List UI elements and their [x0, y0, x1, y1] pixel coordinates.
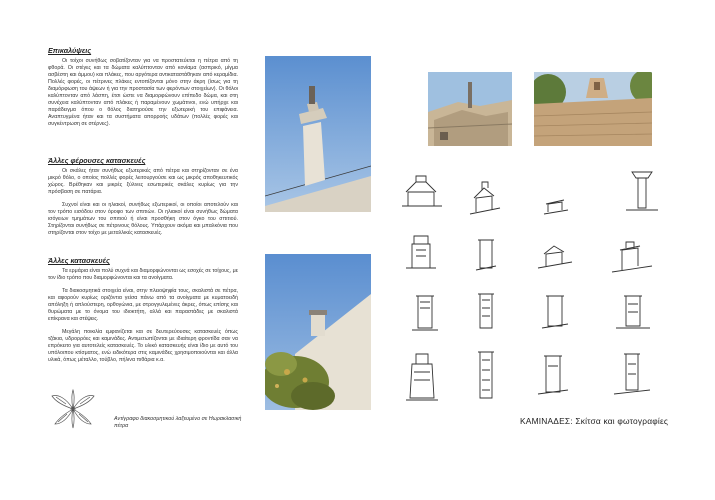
sketch-chimney — [614, 292, 652, 332]
photo-stone-wall — [534, 72, 652, 146]
photo-stone-ruin — [428, 72, 512, 146]
section-paragraph: Οι τοίχοι συνήθως σοβατίζονταν για να προστατεύεται η πέτρα από τη φθορά. Οι στέγες και τα δώματα καλύπτονταν από κονίαμα (ασπρικό, μίγμα ασβέστη και άμμου) και πλάκες, που αργότερα αντικαταστάθηκαν από κεραμίδια. Πολλές φορές, οι πέτρινες πλάκες εντοπίζονται μόνο στην άκρη (ίσως για τη διαμόρφωση του άψεων ή για την προστασία των φερόντων στοιχείων). Οι θόλοι καλύπτονταν από λάσπη, έτσι ώστε να διαμορφώνουν επίπεδο δώμα, και στη συνέχεια καλύπτονταν από πλάκες ή παραμένουν χωμάτινοι, ενώ υπήρχε και παράδειγμα όπου ο θόλος διατηρούσε την εξωτερική του επιφάνεια. Αναπτυγμένα ήταν και τα συστήματα απορροής υδάτων (πολλές φορές και συγκέντρωση σε στέρνες). — [48, 58, 238, 127]
sketch-chimney — [536, 242, 574, 270]
sketch-chimney — [622, 168, 662, 214]
section-other-constructions — [48, 256, 238, 370]
section-heading: Επικαλύψεις — [48, 46, 92, 55]
section-paragraph: Μεγάλη ποικιλία εμφανίζεται και σε δευτερεύουσες κατασκευές όπως τζάκια, υδρορρόες και καμινάδες. Αντιμετωπίζονται με ιδιαίτερη φροντίδα σαν να επρόκειτο για αυτοτελείς κατασκευές. Το υλικό κατασκευής είναι ίδιο με αυτό του υπόλοιπου κτίσματος, ενώ ειδικότερα στις καμινάδες χρησιμοποιούνται και άλλα υλικά, όπως μέταλλο, τούβλο, πήλινα πιθάρια κ.α. — [48, 329, 238, 363]
section-heading: Άλλες φέρουσες κατασκευές — [48, 156, 146, 165]
sketch-chimney — [542, 196, 570, 216]
section-load-bearing — [48, 156, 238, 243]
sketch-chimney — [474, 236, 498, 272]
section-paragraph: Οι σκάλες ήταν συνήθως εξωτερικές από πέτρα και στηρίζονταν σε ένα μικρό θόλο, ο οποίος πολλές φορές λειτουργούσε και ως μικρός αποθηκευτικός χώρος. Βρέθηκαν και μικρές ξύλινες εσωτερικές σκάλες κυρίως για την πρόσβαση σε πατάρια. — [48, 168, 238, 195]
sketch-chimney — [404, 350, 440, 402]
sketch-chimney — [536, 352, 570, 398]
sketch-chimney — [404, 232, 438, 272]
sketch-chimney — [410, 292, 440, 332]
page-title: ΚΑΜΙΝΑΔΕΣ: Σκίτσα και φωτογραφίες — [520, 416, 669, 426]
sketch-chimney — [398, 170, 446, 210]
photo-chimney-sky — [265, 56, 371, 212]
section-paragraph: Συχνοί είναι και οι ηλιακοί, συνήθως εξωτερικοί, οι οποίοι αποτελούν και τον τρόπο εισόδου στον όροφο των σπιτιών. Οι ηλιακοί είναι συνήθως δώματα ισόγειων τμημάτων του σπιτιού ή είναι προσθήκη στον όγκο του σπιτιού. Στηρίζονται συνήθως σε πέτρινους θόλους. Υπάρχουν ακόμα και μπαλκόνια που στηρίζονται στον τοίχο με μεταλλικές κατασκευές. — [48, 202, 238, 236]
ornament-caption: Αντίγραφο διακοσμητικού λαξευμένο σε Ηωρακλασική πέτρα — [114, 416, 242, 429]
section-paragraph: Τα διακοσμητικά στοιχεία είναι, στην πλειοψηφία τους, σκαλιστά σε πέτρα, και αφορούν κυρίως οριζόντια γείσα πάνω από τα ανοίγματα με κυματοειδή απόληξη ή απλούστερη, ορθογώνια, με στρογγυλεμένες άκρες, όπως επίσης και θυρώματα με το όνομα του ιδιοκτήτη, αλλά και παραστάδες με σκαλιστά επίκρανα και στέψεις. — [48, 288, 238, 322]
sketch-chimney — [540, 290, 570, 330]
carved-leaf-ornament — [46, 388, 100, 430]
sketch-chimney — [468, 178, 502, 218]
sketch-chimney — [608, 236, 656, 276]
sketch-chimney — [474, 288, 498, 332]
photo-chimney-foliage — [265, 254, 371, 410]
sketch-chimney — [472, 348, 500, 402]
sketch-chimney — [612, 350, 652, 398]
section-coverings — [48, 46, 238, 134]
section-paragraph: Τα ερμάρια είναι πολύ συχνά και διαμορφώνονται ως εσοχές σε τοίχους, με τον ίδιο τρόπο που διαμορφώνονται και τα ανοίγματα. — [48, 268, 238, 281]
section-heading: Άλλες κατασκευές — [48, 256, 110, 265]
